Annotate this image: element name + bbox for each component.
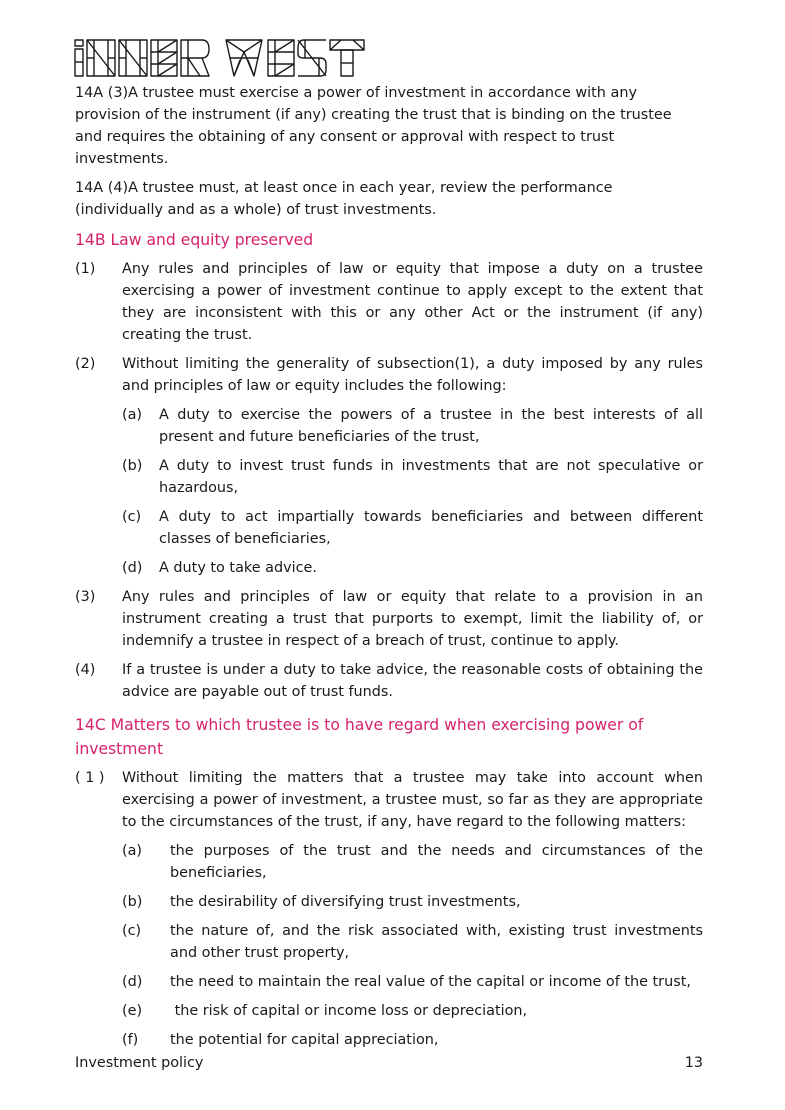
section-heading-14c: 14C Matters to which trustee is to have regard when exercising power of investment <box>75 716 644 758</box>
item-number: (4) <box>75 662 96 678</box>
item-text: Without limiting the matters that a trustee may take into account when exercising a power of investment, a trustee must, so far as they are appropriate to the circumstances of the trust, if any, have regard to the following matters: <box>122 770 703 830</box>
item-text: Any rules and principles of law or equity that impose a duty on a trustee exercising a power of investment continue to apply except to the extent that they are inconsistent with this or any other Act or the instrument (if any) creating the trust. <box>122 261 703 343</box>
logo-letter-n2 <box>119 40 147 76</box>
item-number: (2) <box>75 356 96 372</box>
sub-item-text: A duty to exercise the powers of a trustee in the best interests of all present and future beneficiaries of the trust, <box>159 407 703 445</box>
intro-paragraph: 14A (4)A trustee must, at least once in each year, review the performance (individually and as a whole) of trust investments. <box>75 180 613 218</box>
sub-list-item <box>122 404 703 448</box>
list-item <box>75 353 703 397</box>
sub-item-text: A duty to take advice. <box>159 560 317 576</box>
logo-letter-n1 <box>87 40 115 76</box>
list-item <box>75 258 703 346</box>
logo-letter-t <box>330 40 364 76</box>
sub-list-item <box>122 840 703 884</box>
logo-letter-i <box>75 40 83 76</box>
sub-item-letter: (c) <box>122 509 142 525</box>
sub-item-letter: (b) <box>122 458 143 474</box>
sub-item-letter: (c) <box>122 923 142 939</box>
sub-item-letter: (e) <box>122 1003 143 1019</box>
logo-letter-e1 <box>151 40 177 76</box>
footer-title: Investment policy <box>75 1055 204 1071</box>
sub-item-text: the nature of, and the risk associated with, existing trust investments and other trust property, <box>170 923 703 961</box>
logo-letter-w <box>226 40 262 76</box>
sub-list-item <box>122 891 703 913</box>
list-item <box>75 586 703 652</box>
section-heading-14b: 14B Law and equity preserved <box>75 231 314 249</box>
page-footer <box>75 1052 703 1074</box>
logo-letter-r <box>181 40 209 76</box>
sub-item-letter: (f) <box>122 1032 139 1048</box>
sub-list-item <box>122 1029 703 1051</box>
sub-item-letter: (d) <box>122 560 143 576</box>
sub-list-item <box>122 455 703 499</box>
sub-item-text: A duty to invest trust funds in investments that are not speculative or hazardous, <box>159 458 703 496</box>
sub-item-letter: (d) <box>122 974 143 990</box>
list-item <box>75 659 703 703</box>
item-number: (1) <box>75 261 96 277</box>
item-number: ( 1 ) <box>75 770 105 786</box>
page-number: 13 <box>684 1055 703 1071</box>
sub-list-item <box>122 506 703 550</box>
inner-west-logo <box>74 38 370 78</box>
list-item <box>75 767 703 833</box>
intro-paragraph: 14A (3)A trustee must exercise a power of investment in accordance with any provision of the instrument (if any) creating the trust that is binding on the trustee and requires the obtaining of any consent or approval with respect to trust investments. <box>75 85 672 167</box>
logo-letter-e2 <box>268 40 294 76</box>
sub-list-item <box>122 971 703 993</box>
sub-list-item <box>122 557 703 579</box>
sub-item-letter: (a) <box>122 843 143 859</box>
sub-item-text: A duty to act impartially towards beneficiaries and between different classes of beneficiaries, <box>159 509 703 547</box>
item-text: If a trustee is under a duty to take advice, the reasonable costs of obtaining the advice are payable out of trust funds. <box>122 662 703 700</box>
sub-list-item <box>122 920 703 964</box>
sub-item-text: the need to maintain the real value of the capital or income of the trust, <box>170 974 691 990</box>
sub-item-text: the risk of capital or income loss or depreciation, <box>170 1003 528 1019</box>
logo-letter-s <box>298 40 326 76</box>
item-text: Without limiting the generality of subsection(1), a duty imposed by any rules and principles of law or equity includes the following: <box>122 356 703 394</box>
sub-item-text: the purposes of the trust and the needs and circumstances of the beneficiaries, <box>170 843 703 881</box>
document-body <box>75 82 703 1058</box>
item-text: Any rules and principles of law or equity that relate to a provision in an instrument creating a trust that purports to exempt, limit the liability of, or indemnify a trustee in respect of a breach of trust, continue to apply. <box>122 589 703 649</box>
sub-item-text: the desirability of diversifying trust investments, <box>170 894 521 910</box>
sub-item-letter: (a) <box>122 407 143 423</box>
sub-item-letter: (b) <box>122 894 143 910</box>
item-number: (3) <box>75 589 96 605</box>
sub-list-item <box>122 1000 703 1022</box>
sub-item-text: the potential for capital appreciation, <box>170 1032 439 1048</box>
